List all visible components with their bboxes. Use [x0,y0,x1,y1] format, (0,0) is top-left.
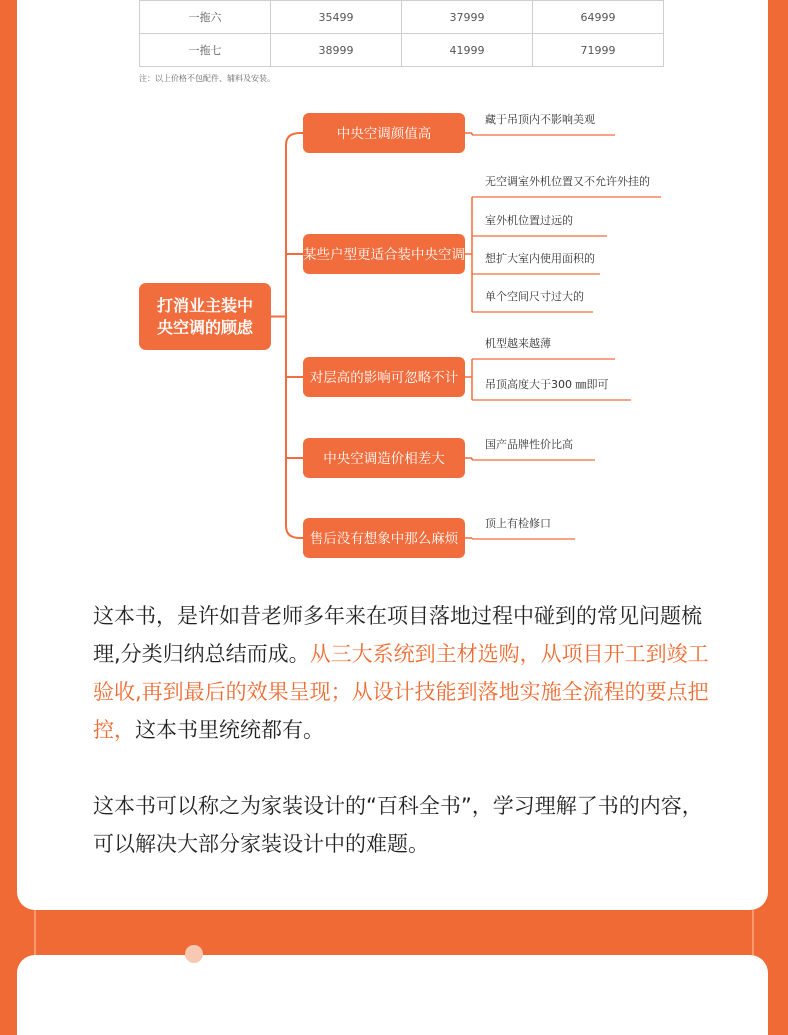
paragraph-1 [93,597,723,749]
paragraph-1-highlight: 从三大系统到主材选购，从项目开工到竣工验收,再到最后的效果呈现；从设计技能到落地实施全流程的要点把控， [93,642,709,742]
leaf-label: 单个空间尺寸过大的 [485,290,584,303]
branch-label: 对层高的影响可忽略不计 [309,370,459,386]
root-node [139,283,271,350]
price-note: 注：以上价格不包配件、辅料及安装。 [139,74,275,83]
table-cell: 41999 [402,34,533,67]
root-label: 央空调的顾虑 [156,318,254,337]
decorative-line-left [34,910,36,955]
branch-label: 中央空调造价相差大 [323,451,445,467]
paragraph-1-end: 这本书里统统都有。 [135,718,324,742]
table-cell: 37999 [402,1,533,34]
connector-line [286,526,303,538]
paragraph-2: 这本书可以称之为家装设计的“百科全书”，学习理解了书的内容，可以解决大部分家装设计中的难题。 [93,794,703,856]
table-cell: 一拖六 [140,1,271,34]
leaf-label: 吊顶高度大于300 ㎜即可 [485,378,609,391]
leaf-label: 无空调室外机位置又不允许外挂的 [485,175,650,188]
table-cell: 一拖七 [140,34,271,67]
leaf-label: 国产品牌性价比高 [485,438,573,451]
branch-label: 某些户型更适合装中央空调 [303,247,465,263]
leaf-label: 藏于吊顶内不影响美观 [485,113,595,126]
decorative-dot [185,945,203,963]
connector-line [286,133,303,145]
paragraph-1-text: 这本书，是许如昔老师多年来在项目落地过程中碰到的常见问题梳理,分类归纳总结而成。 [93,604,702,666]
next-card [17,955,768,1035]
table-cell: 71999 [533,34,664,67]
leaf-label: 室外机位置过远的 [485,214,573,227]
root-label: 打消业主装中 [156,296,254,315]
decorative-line-right [752,910,754,955]
table-cell: 64999 [533,1,664,34]
table-cell: 38999 [271,34,402,67]
table-cell: 35499 [271,1,402,34]
leaf-label: 顶上有检修口 [485,517,551,530]
leaf-label: 机型越来越薄 [485,337,551,350]
leaf-label: 想扩大室内使用面积的 [485,252,595,265]
branch-label: 售后没有想象中那么麻烦 [309,531,459,547]
branch-label: 中央空调颜值高 [336,126,432,142]
